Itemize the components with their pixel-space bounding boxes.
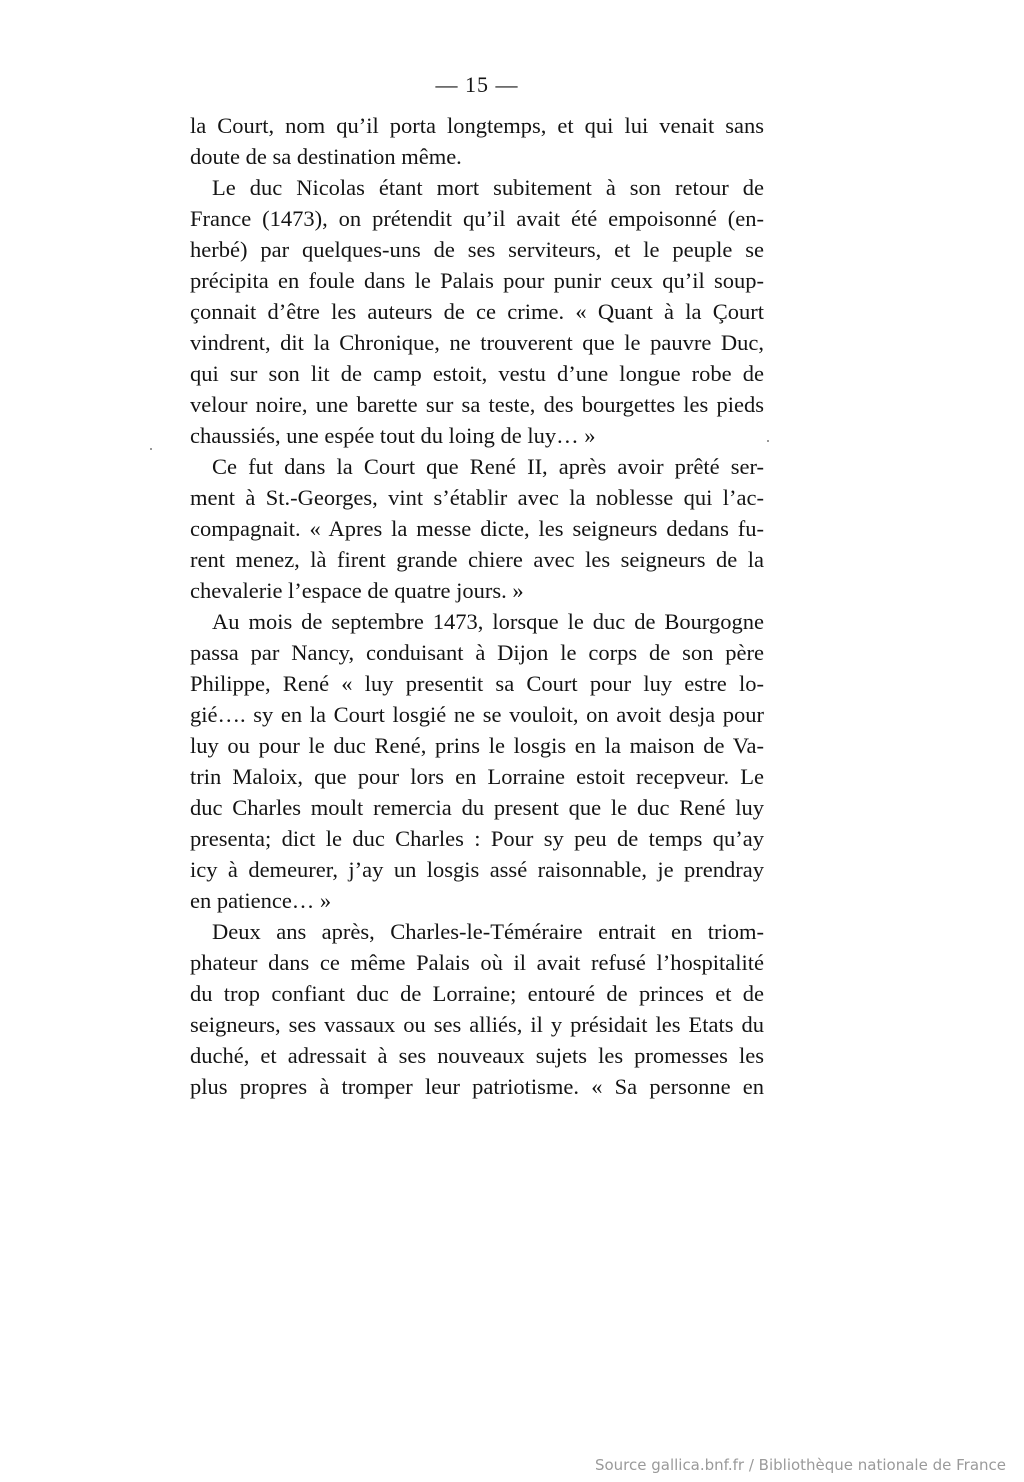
text-line: seigneurs, ses vassaux ou ses alliés, il y présidait les Etats du	[190, 1012, 764, 1037]
text-line: velour noire, une barette sur sa teste, des bourgettes les pieds	[190, 392, 764, 417]
text-line: passa par Nancy, conduisant à Dijon le corps de son père	[190, 640, 764, 665]
text-line: luy ou pour le duc René, prins le losgis en la maison de Va-	[190, 733, 764, 758]
text-line: chevalerie l’espace de quatre jours. »	[190, 578, 524, 603]
scan-speck	[150, 448, 152, 450]
page-number: — 15 —	[435, 72, 519, 97]
text-line: çonnait d’être les auteurs de ce crime. « Quant à la Çourt	[190, 299, 764, 324]
text-line: Le duc Nicolas étant mort subitement à son retour de	[212, 175, 764, 200]
text-line: précipita en foule dans le Palais pour punir ceux qu’il soup-	[190, 268, 764, 293]
text-line: en patience… »	[190, 888, 332, 913]
text-line: chaussiés, une espée tout du loing de luy… »	[190, 423, 596, 448]
text-line: icy à demeurer, j’ay un losgis assé raisonnable, je prendray	[190, 857, 764, 882]
source-footer: Source gallica.bnf.fr / Bibliothèque nationale de France	[594, 1456, 1006, 1474]
text-line: Deux ans après, Charles-le-Téméraire entrait en triom-	[212, 919, 764, 944]
text-line: la Court, nom qu’il porta longtemps, et qui lui venait sans	[190, 113, 764, 138]
text-line: duché, et adressait à ses nouveaux sujets les promesses les	[190, 1043, 764, 1068]
body-text	[190, 110, 764, 1102]
text-line: rent menez, là firent grande chiere avec les seigneurs de la	[190, 547, 764, 572]
text-line: Philippe, René « luy presentit sa Court pour luy estre lo-	[190, 671, 764, 696]
scan-speck	[767, 440, 769, 442]
text-line: Ce fut dans la Court que René II, après avoir prêté ser-	[212, 454, 764, 479]
text-line: doute de sa destination même.	[190, 144, 462, 169]
text-line: presenta; dict le duc Charles : Pour sy peu de temps qu’ay	[190, 826, 764, 851]
text-line: compagnait. « Apres la messe dicte, les seigneurs dedans fu-	[190, 516, 764, 541]
text-line: du trop confiant duc de Lorraine; entouré de princes et de	[190, 981, 764, 1006]
text-line: herbé) par quelques-uns de ses serviteurs, et le peuple se	[190, 237, 764, 262]
text-line: gié…. sy en la Court losgié ne se vouloit, on avoit desja pour	[190, 702, 764, 727]
text-line: trin Maloix, que pour lors en Lorraine estoit recepveur. Le	[190, 764, 764, 789]
text-line: qui sur son lit de camp estoit, vestu d’une longue robe de	[190, 361, 764, 386]
text-line: plus propres à tromper leur patriotisme. « Sa personne en	[190, 1074, 764, 1099]
text-line: Au mois de septembre 1473, lorsque le duc de Bourgogne	[212, 609, 764, 634]
text-line: ment à St.-Georges, vint s’établir avec la noblesse qui l’ac-	[190, 485, 764, 510]
text-line: phateur dans ce même Palais où il avait refusé l’hospitalité	[190, 950, 764, 975]
text-line: vindrent, dit la Chronique, ne trouverent que le pauvre Duc,	[190, 330, 764, 355]
text-line: duc Charles moult remercia du present que le duc René luy	[190, 795, 764, 820]
text-line: France (1473), on prétendit qu’il avait été empoisonné (en-	[190, 206, 764, 231]
